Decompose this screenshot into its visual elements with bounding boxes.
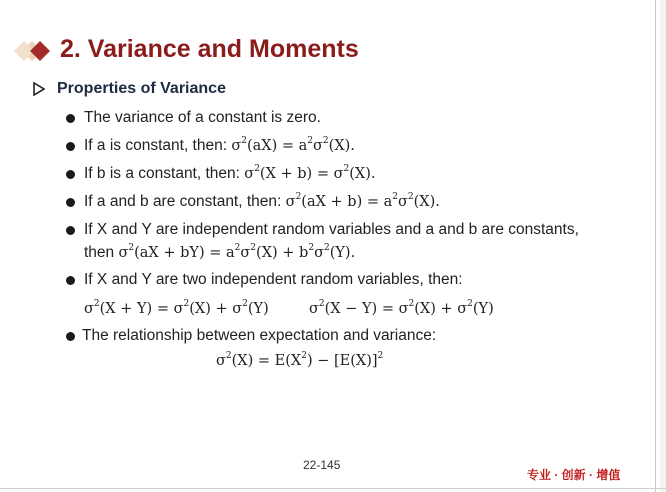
diamond-logo-icon — [10, 36, 56, 66]
right-scroll-strip — [660, 0, 666, 492]
section-subheading: Properties of Variance — [57, 80, 226, 97]
property-shift: If b is a constant, then: $\sigma^2(X + b) = \sigma^2(X)$. — [84, 164, 376, 182]
formula-sum-difference: $\sigma^2(X + Y) = \sigma^2(X) + \sigma^2(Y)$ — [84, 299, 269, 317]
page-number: 22-145 — [303, 458, 341, 472]
bullet-dot — [66, 170, 75, 179]
property-independent-linear-formula: then $\sigma^2(aX + bY) = a^2\sigma^2(X) + b^2\sigma^2(Y)$. — [84, 243, 356, 261]
formula-difference: $\sigma^2(X - Y) = \sigma^2(X) + \sigma^2(Y)$ — [309, 299, 494, 317]
bullet-dot — [66, 276, 75, 285]
property-scale: If a is constant, then: $\sigma^2(aX) = a^2\sigma^2(X)$. — [84, 136, 355, 154]
bullet-dot — [66, 142, 75, 151]
right-border — [655, 0, 656, 492]
bottom-border — [0, 488, 666, 489]
property-expectation-relation: The relationship between expectation and variance: — [82, 327, 437, 344]
bullet-dot — [66, 226, 75, 235]
property-affine: If a and b are constant, then: $\sigma^2(aX + b) = a^2\sigma^2(X)$. — [84, 192, 440, 210]
bullet-dot — [66, 114, 75, 123]
property-independent-linear: If X and Y are independent random variables and a and b are constants, — [84, 221, 579, 238]
footer-slogan: 专业 · 创新 · 增值 — [527, 468, 621, 482]
property-constant-zero: The variance of a constant is zero. — [84, 109, 321, 126]
slide-title: 2. Variance and Moments — [60, 35, 359, 63]
bullet-dot — [66, 332, 75, 341]
arrow-bullet-icon — [33, 82, 45, 96]
bullet-dot — [66, 198, 75, 207]
formula-variance-expectation: $\sigma^2(X) = E(X^2) - [E(X)]^2$ — [216, 351, 384, 369]
property-independent-sum: If X and Y are two independent random variables, then: — [84, 271, 463, 288]
